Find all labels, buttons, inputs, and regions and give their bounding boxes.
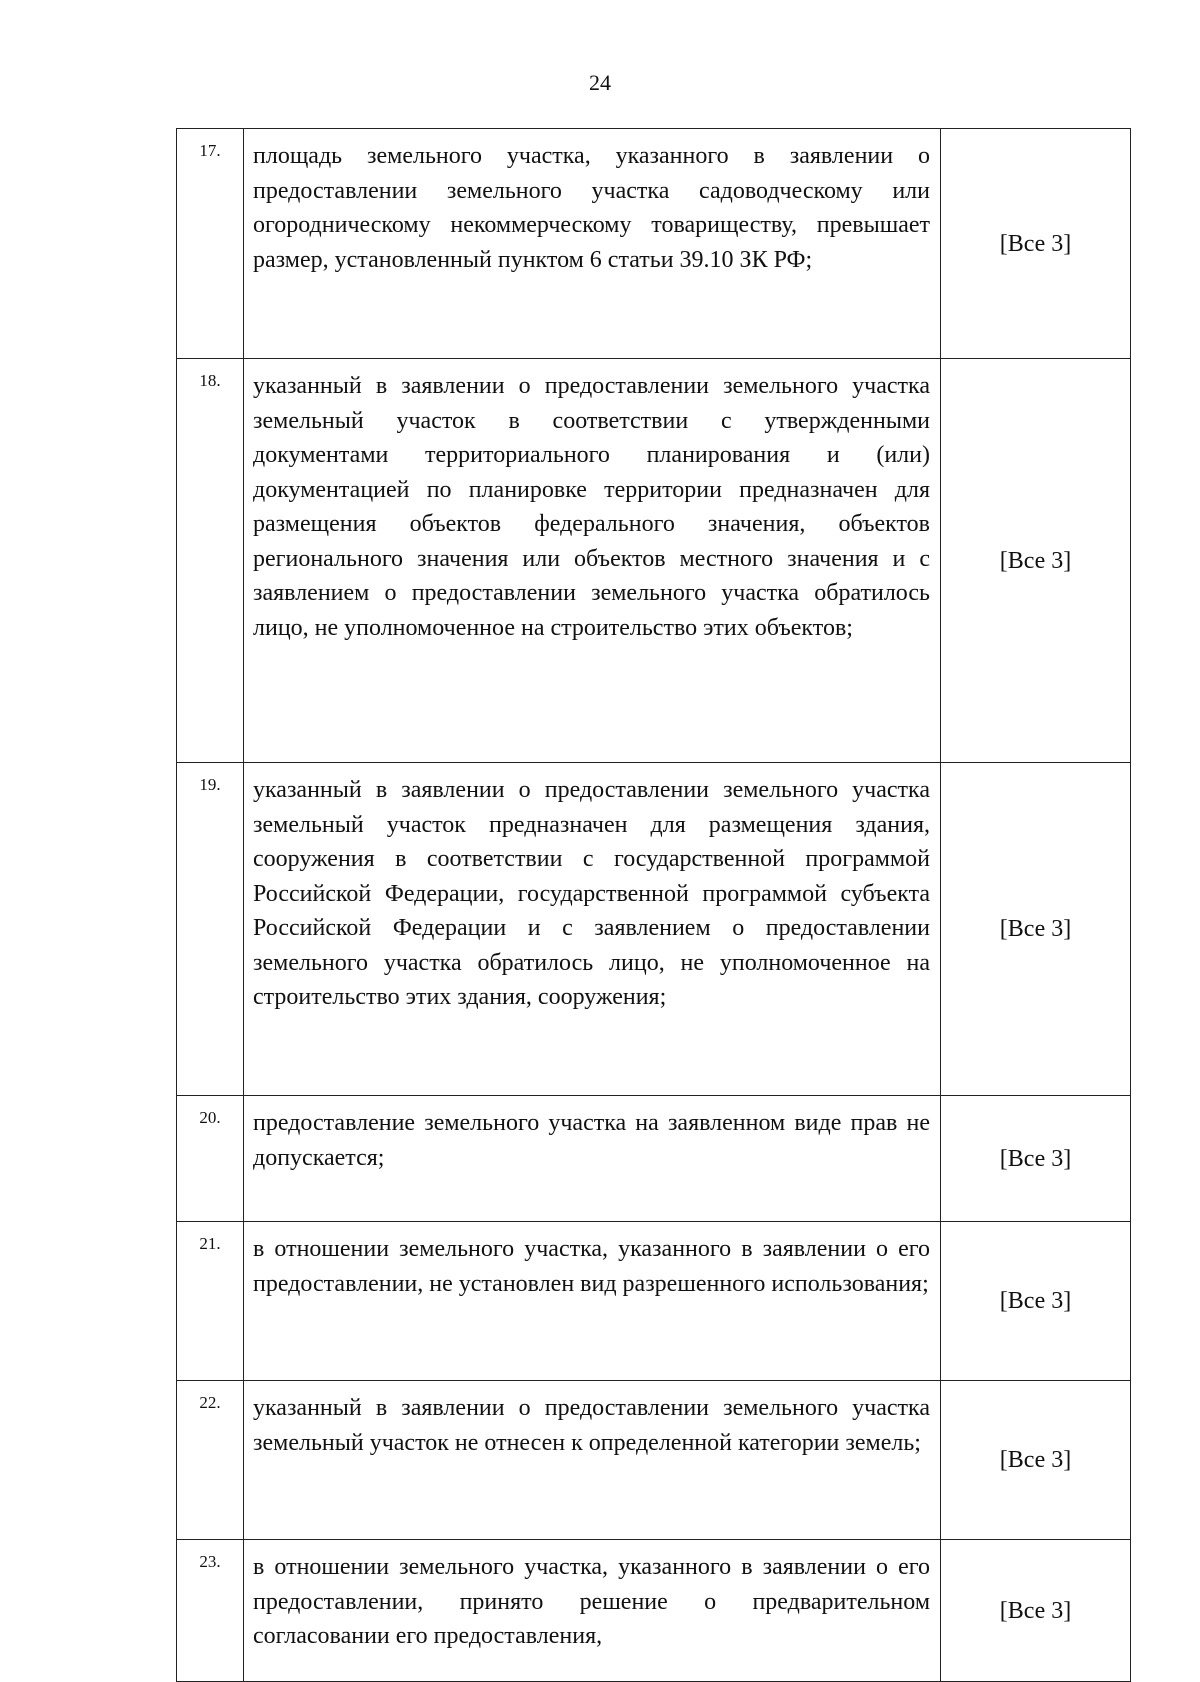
row-reference-cell [941, 1381, 1131, 1540]
row-number-cell [177, 1222, 244, 1381]
row-text: площадь земельного участка, указанного в заявлении о предоставлении земельного участка садоводческому или огородническому некоммерческому товариществу, превышает размер, установленный пунктом 6 статьи 39.10 ЗК РФ; [253, 143, 930, 273]
row-number: 21. [199, 1234, 221, 1253]
row-text: в отношении земельного участка, указанного в заявлении о его предоставлении, не установлен вид разрешенного использования; [253, 1236, 930, 1297]
row-reference-cell [941, 763, 1131, 1096]
row-number-cell [177, 1540, 244, 1682]
row-reference-cell [941, 1096, 1131, 1222]
row-reference: [Все 3] [999, 1447, 1072, 1473]
row-number: 23. [199, 1552, 221, 1571]
row-number: 17. [199, 141, 221, 160]
row-text: указанный в заявлении о предоставлении земельного участка земельный участок не отнесен к определенной категории земель; [253, 1395, 930, 1456]
row-number: 22. [199, 1393, 221, 1412]
row-text-cell [244, 129, 941, 359]
table-row [177, 1096, 1131, 1222]
row-text-cell [244, 1096, 941, 1222]
row-reference: [Все 3] [999, 547, 1072, 574]
table-row [177, 1222, 1131, 1381]
row-number: 18. [199, 371, 221, 390]
row-text: предоставление земельного участка на заявленном виде прав не допускается; [253, 1110, 930, 1171]
row-number-cell [177, 1381, 244, 1540]
row-reference: [Все 3] [999, 1145, 1072, 1172]
table-row [177, 129, 1131, 359]
row-reference-cell [941, 1222, 1131, 1381]
row-text: указанный в заявлении о предоставлении земельного участка земельный участок предназначен для размещения здания, сооружения в соответствии с государственной программой Российской Федерации, государственной программой субъекта Российской Федерации и с заявлением о предоставлении земельного участка обратилось лицо, не уполномоченное на строительство этих здания, сооружения; [253, 777, 930, 1010]
row-text-cell [244, 1540, 941, 1682]
row-number-cell [177, 1096, 244, 1222]
row-reference: [Все 3] [999, 1288, 1072, 1314]
table-row [177, 1381, 1131, 1540]
row-reference-cell [941, 359, 1131, 763]
row-reference: [Все 3] [999, 916, 1072, 942]
row-text-cell [244, 1381, 941, 1540]
row-text-cell [244, 763, 941, 1096]
row-text: в отношении земельного участка, указанного в заявлении о его предоставлении, принято решение о предварительном согласовании его предоставления, [253, 1554, 930, 1649]
row-number: 20. [199, 1108, 221, 1127]
table-row [177, 359, 1131, 763]
row-text-cell [244, 1222, 941, 1381]
row-number-cell [177, 763, 244, 1096]
page-number: 24 [589, 70, 611, 95]
row-reference: [Все 3] [999, 230, 1072, 257]
table-row [177, 1540, 1131, 1682]
table-row [177, 763, 1131, 1096]
row-reference-cell [941, 1540, 1131, 1682]
grounds-table [176, 128, 1131, 1682]
row-reference: [Все 3] [999, 1597, 1072, 1624]
row-reference-cell [941, 129, 1131, 359]
row-text-cell [244, 359, 941, 763]
row-number: 19. [199, 775, 221, 794]
row-text: указанный в заявлении о предоставлении земельного участка земельный участок в соответствии с утвержденными документами территориального планирования и (или) документацией по планировке территории предназначен для размещения объектов федерального значения, объектов регионального значения или объектов местного значения и с заявлением о предоставлении земельного участка обратилось лицо, не уполномоченное на строительство этих объектов; [253, 373, 930, 641]
row-number-cell [177, 359, 244, 763]
row-number-cell [177, 129, 244, 359]
